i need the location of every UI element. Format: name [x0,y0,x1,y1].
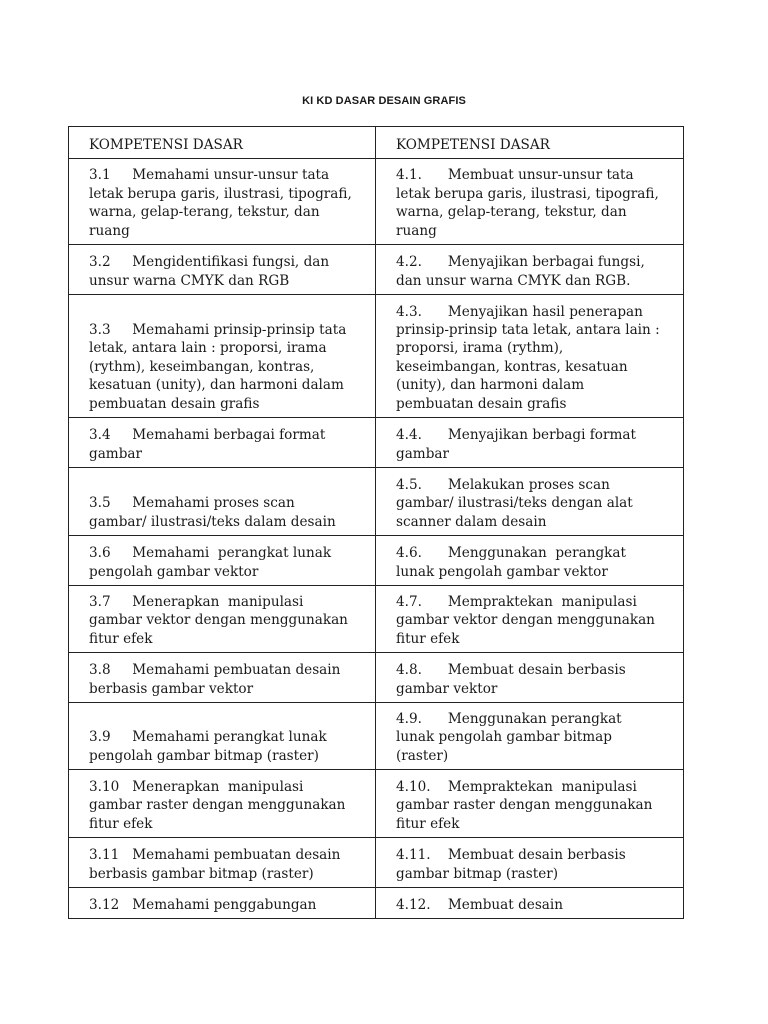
cell-right: 4.1. Membuat unsur-unsur tata letak berupa garis, ilustrasi, tipografi, warna, gelap-terang, tekstur, dan ruang [376,159,684,245]
cell-right: 4.4. Menyajikan berbagi format gambar [376,418,684,468]
cell-left: 3.8 Memahami pembuatan desain berbasis gambar vektor [69,653,376,703]
table-row [69,295,684,418]
cell-left: 3.3 Memahami prinsip-prinsip tata letak, antara lain : proporsi, irama (rythm), keseimbangan, kontras, kesatuan (unity), dan harmoni dalam pembuatan desain grafis [69,295,376,418]
cell-left: 3.7 Menerapkan manipulasi gambar vektor dengan menggunakan fitur efek [69,586,376,653]
table-row [69,653,684,703]
table-row [69,703,684,770]
competency-table [68,126,684,919]
cell-left: 3.10 Menerapkan manipulasi gambar raster dengan menggunakan fitur efek [69,770,376,838]
table-row [69,536,684,586]
table-row [69,838,684,888]
table-row [69,586,684,653]
document-title: KI KD DASAR DESAIN GRAFIS [302,95,466,107]
table-row [69,418,684,468]
cell-left: 3.1 Memahami unsur-unsur tata letak berupa garis, ilustrasi, tipografi, warna, gelap-terang, tekstur, dan ruang [69,159,376,245]
cell-left: 3.5 Memahami proses scan gambar/ ilustrasi/teks dalam desain [69,468,376,536]
cell-right: 4.11. Membuat desain berbasis gambar bitmap (raster) [376,838,684,888]
cell-left: 3.4 Memahami berbagai format gambar [69,418,376,468]
header-cell-left: KOMPETENSI DASAR [69,127,376,159]
cell-right: 4.9. Menggunakan perangkat lunak pengolah gambar bitmap (raster) [376,703,684,770]
table-row [69,245,684,295]
table-header-row [69,127,684,159]
cell-right: 4.5. Melakukan proses scan gambar/ ilustrasi/teks dengan alat scanner dalam desain [376,468,684,536]
cell-left: 3.12 Memahami penggabungan [69,888,376,919]
cell-right: 4.6. Menggunakan perangkat lunak pengolah gambar vektor [376,536,684,586]
cell-left: 3.11 Memahami pembuatan desain berbasis gambar bitmap (raster) [69,838,376,888]
cell-right: 4.7. Mempraktekan manipulasi gambar vektor dengan menggunakan fitur efek [376,586,684,653]
cell-left: 3.9 Memahami perangkat lunak pengolah gambar bitmap (raster) [69,703,376,770]
table-row [69,770,684,838]
cell-right: 4.2. Menyajikan berbagai fungsi, dan unsur warna CMYK dan RGB. [376,245,684,295]
header-cell-right: KOMPETENSI DASAR [376,127,684,159]
cell-left: 3.2 Mengidentifikasi fungsi, dan unsur warna CMYK dan RGB [69,245,376,295]
cell-left: 3.6 Memahami perangkat lunak pengolah gambar vektor [69,536,376,586]
cell-right: 4.12. Membuat desain [376,888,684,919]
table-row [69,468,684,536]
table-row [69,888,684,919]
cell-right: 4.8. Membuat desain berbasis gambar vektor [376,653,684,703]
table-row [69,159,684,245]
cell-right: 4.3. Menyajikan hasil penerapan prinsip-prinsip tata letak, antara lain : proporsi, irama (rythm), keseimbangan, kontras, kesatuan (unity), dan harmoni dalam pembuatan desain grafis [376,295,684,418]
cell-right: 4.10. Mempraktekan manipulasi gambar raster dengan menggunakan fitur efek [376,770,684,838]
